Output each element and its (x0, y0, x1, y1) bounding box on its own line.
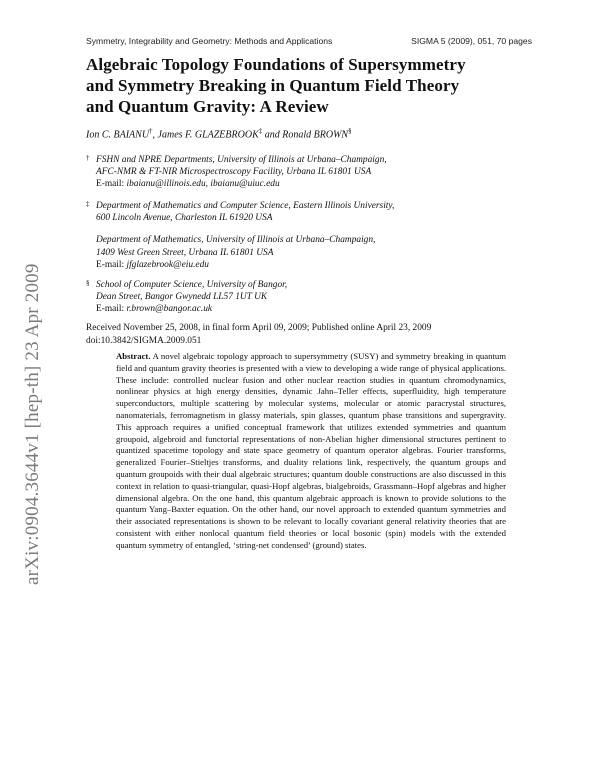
affiliation-line: Department of Mathematics, University of Illinois at Urbana–Champaign, (96, 235, 376, 246)
email-address[interactable]: r.brown@bangor.ac.uk (126, 304, 213, 315)
affiliation-block (86, 154, 387, 191)
title-line: and Symmetry Breaking in Quantum Field Theory (86, 76, 460, 95)
email-label: E-mail: (96, 259, 125, 270)
author-name: Ion C. BAIANU (86, 129, 150, 141)
author-separator: , (152, 129, 158, 141)
affiliation-mark: § (86, 279, 90, 287)
affiliation-block (86, 200, 394, 271)
email-address[interactable]: jfglazebrook@eiu.edu (126, 259, 209, 270)
affiliation-line: 600 Lincoln Avenue, Charleston IL 61920 USA (96, 213, 273, 224)
author-mark: ‡ (258, 127, 263, 135)
email-line (96, 178, 387, 190)
affiliation-line: FSHN and NPRE Departments, University of Illinois at Urbana–Champaign, (96, 155, 387, 165)
affiliation-line: AFC-NMR & FT-NIR Microspectroscopy Facility, Urbana IL 61801 USA (96, 167, 372, 178)
journal-name: Symmetry, Integrability and Geometry: Methods and Applications (86, 36, 333, 46)
affiliation-mark: † (86, 154, 90, 162)
abstract-label: Abstract. (116, 351, 151, 361)
publication-dates (86, 322, 431, 347)
author-list (86, 127, 352, 140)
affiliation-block (86, 279, 287, 316)
author-name: Ronald BROWN (282, 129, 349, 141)
affiliation-line: 1409 West Green Street, Urbana IL 61801 USA (96, 247, 274, 258)
received-line: Received November 25, 2008, in final form April 09, 2009; Published online April 23, 2009 (86, 323, 432, 333)
email-line (96, 303, 287, 315)
affiliation-line: Dean Street, Bangor Gwynedd LL57 1UT UK (96, 292, 268, 303)
email-address[interactable]: ibaianu@illinois.edu, ibaianu@uiuc.edu (126, 179, 280, 190)
affiliation-line: School of Computer Science, University of Bangor, (96, 280, 288, 290)
abstract-text: A novel algebraic topology approach to supersymmetry (SUSY) and symmetry breaking in quantum field and quantum gravity theories is presented with a view to developing a wide range of physical applications. These include: controlled nuclear fusion and other nuclear reaction studies in quantum chromodynamics, nonlinear physics at high energy densities, dynamic Jahn–Teller effects, superfluidity, high temperature superconductors, multiple scattering by molecular systems, molecular or atomic paracrystal structures, nanomaterials, ferromagnetism in glassy materials, spin glasses, quantum phase transitions and supergravity. This approach requires a unified conceptual framework that utilizes extended symmetries and quantum groupoid, algebroid and functorial representations of non-Abelian higher dimensional structures pertinent to quantized spacetime topology and state space geometry of quantum operator algebras. Fourier transforms, generalized Fourier–Stieltjes transforms, and duality relations link, respectively, the quantum groups and quantum groupoids with their dual algebraic structures; quantum double constructions are also discussed in this context in relation to quasi-triangular, quasi-Hopf algebras, bialgebroids, Grassmann–Hopf algebras and higher dimensional algebra. On the one hand, this quantum algebraic approach is known to provide solutions to the quantum Yang–Baxter equation. On the other hand, our novel approach to extended quantum symmetries and their associated representations is shown to be relevant to locally covariant general relativity theories that are consistent with either nonlocal quantum field theories or local bosonic (spin) models with the extended quantum symmetry of entangled, ‘string-net condensed’ (ground) states. (116, 351, 506, 550)
affiliation-line: Department of Mathematics and Computer Science, Eastern Illinois University, (96, 201, 395, 211)
arxiv-stamp: arXiv:0904.3644v1 [hep-th] 23 Apr 2009 (22, 263, 43, 585)
author-mark: § (348, 127, 352, 135)
title-line: and Quantum Gravity: A Review (86, 97, 329, 116)
email-line (96, 259, 394, 271)
email-label: E-mail: (96, 304, 125, 315)
abstract (116, 351, 506, 552)
author-mark: † (149, 127, 153, 135)
affiliation-mark: ‡ (86, 200, 90, 208)
journal-citation: SIGMA 5 (2009), 051, 70 pages (411, 36, 532, 46)
email-label: E-mail: (96, 179, 125, 190)
paper-title (86, 54, 536, 117)
doi-line[interactable]: doi:10.3842/SIGMA.2009.051 (86, 335, 202, 346)
author-separator: and (262, 129, 283, 141)
author-name: James F. GLAZEBROOK (157, 129, 259, 141)
title-line: Algebraic Topology Foundations of Supersymmetry (86, 55, 466, 74)
